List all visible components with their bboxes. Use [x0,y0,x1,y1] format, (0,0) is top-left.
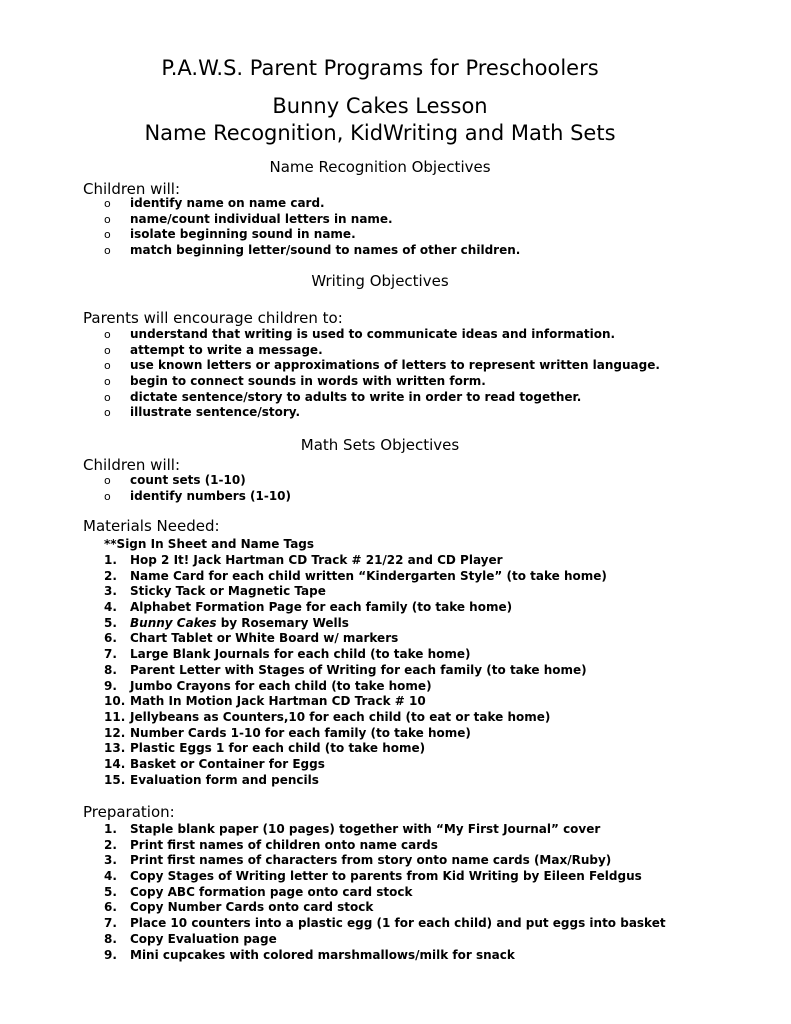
list-item: 7. Large Blank Journals for each child (to take home) [104,647,471,662]
math-sets-list [104,473,291,504]
list-item: 5. Copy ABC formation page onto card stock [104,884,413,899]
list-item: 1. Staple blank paper (10 pages) together with “My First Journal” cover [104,822,601,836]
lesson-title: Bunny Cakes Lesson [272,94,488,118]
preparation-label: Preparation: [83,803,175,821]
list-item: 8. Copy Evaluation page [104,931,277,946]
name-recognition-heading: Name Recognition Objectives [269,158,491,176]
list-item: o identify name on name card. [104,196,325,210]
list-item: 1. Hop 2 It! Jack Hartman CD Track # 21/22 and CD Player [104,553,503,567]
bullet-marker: o [104,375,111,389]
list-item: 9. Jumbo Crayons for each child (to take home) [104,678,432,693]
list-item: o name/count individual letters in name. [104,211,393,226]
book-title: Bunny Cakes [130,615,217,630]
list-item: 3. Print first names of characters from story onto name cards (Max/Ruby) [104,853,612,868]
list-item: o match beginning letter/sound to names of other children. [104,243,521,258]
bullet-marker: o [104,228,111,242]
list-item: 4. Copy Stages of Writing letter to parents from Kid Writing by Eileen Feldgus [104,869,642,884]
list-item: 15. Evaluation form and pencils [104,772,319,787]
bullet-marker: o [104,343,111,357]
list-item: 6. Chart Tablet or White Board w/ markers [104,631,399,646]
math-sets-heading: Math Sets Objectives [300,436,460,454]
lesson-subtitle: Name Recognition, KidWriting and Math Sets [144,121,616,145]
writing-label: Parents will encourage children to: [83,309,343,327]
bullet-marker: o [104,212,111,226]
list-item: o dictate sentence/story to adults to write in order to read together. [104,389,582,404]
materials-note: **Sign In Sheet and Name Tags [104,537,315,551]
list-item: o attempt to write a message. [104,342,323,357]
writing-heading: Writing Objectives [311,272,449,290]
list-item: o understand that writing is used to communicate ideas and information. [104,327,616,341]
list-item: 11. Jellybeans as Counters,10 for each child (to eat or take home) [104,709,551,724]
materials-list [104,553,607,788]
list-item: 2. Name Card for each child written “Kindergarten Style” (to take home) [104,568,607,583]
list-item: 3. Sticky Tack or Magnetic Tape [104,584,326,599]
list-item: o use known letters or approximations of letters to represent written language. [104,358,660,373]
list-item: 9. Mini cupcakes with colored marshmallows/milk for snack [104,947,515,962]
bullet-marker: o [104,390,111,404]
bullet-marker: o [104,489,111,503]
list-item: 4. Alphabet Formation Page for each family (to take home) [104,600,513,615]
list-item: 12. Number Cards 1-10 for each family (to take home) [104,725,471,740]
writing-list [104,327,660,421]
list-item: o begin to connect sounds in words with written form. [104,374,486,389]
list-item: 6. Copy Number Cards onto card stock [104,900,374,915]
program-title: P.A.W.S. Parent Programs for Preschoolers [161,56,599,80]
list-item: 8. Parent Letter with Stages of Writing for each family (to take home) [104,662,587,677]
list-item: 10. Math In Motion Jack Hartman CD Track # 10 [104,694,426,709]
bullet-marker: o [104,406,111,420]
bullet-marker: o [104,474,111,487]
list-item: o isolate beginning sound in name. [104,227,356,242]
list-item: o count sets (1-10) [104,473,246,487]
bullet-marker: o [104,197,111,210]
math-sets-label: Children will: [83,456,181,474]
bullet-marker: o [104,359,111,373]
list-item: 2. Print first names of children onto name cards [104,837,438,852]
list-item: 14. Basket or Container for Eggs [104,756,325,771]
list-item: 13. Plastic Eggs 1 for each child (to take home) [104,741,426,756]
bullet-marker: o [104,244,111,258]
list-item: o identify numbers (1-10) [104,488,292,503]
preparation-list [104,822,666,963]
list-item: 7. Place 10 counters into a plastic egg (1 for each child) and put eggs into basket [104,916,666,931]
bullet-marker: o [104,328,111,341]
name-recognition-list [104,196,520,259]
name-recognition-label: Children will: [83,180,181,198]
list-item: o illustrate sentence/story. [104,405,301,420]
materials-label: Materials Needed: [83,517,220,535]
list-item: 5. Bunny Cakes by Rosemary Wells [104,615,349,630]
